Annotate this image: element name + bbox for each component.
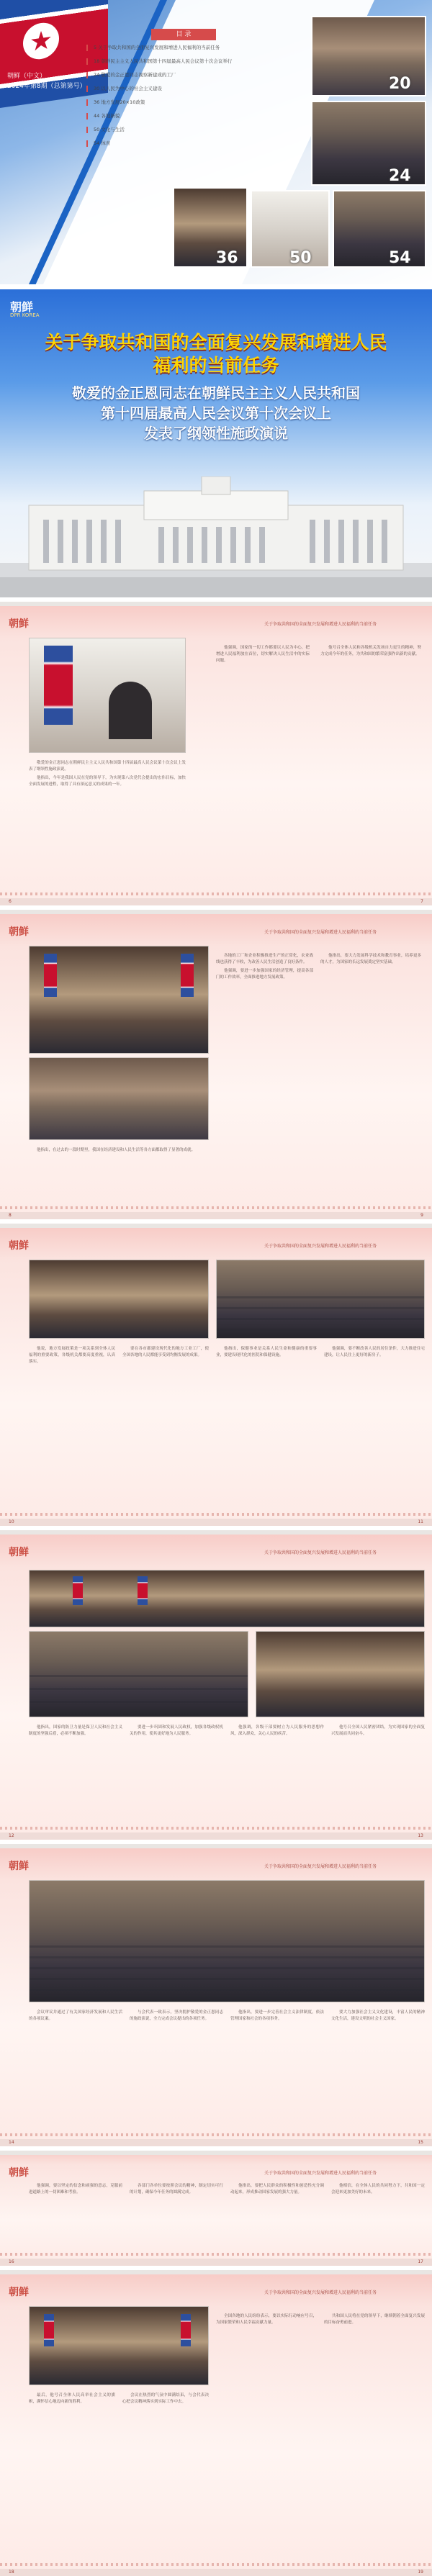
feature-title-line: 福利的当前任务 — [153, 355, 279, 376]
photo-speaker-podium[interactable] — [29, 638, 186, 753]
cover-spread — [0, 0, 432, 284]
photo-stage-leaders[interactable] — [29, 946, 209, 1054]
article-paragraph: 他强调，各级干部要树立为人民服务的思想作风，深入群众，关心人民的疾苦。 — [230, 1725, 324, 1736]
star-icon: ★ — [23, 20, 59, 61]
thumbnail-page-number: 50 — [289, 249, 312, 267]
magazine-logo: 朝鲜 — [10, 300, 34, 314]
thumbnail-page-number: 54 — [389, 249, 411, 267]
article-paragraph: 他号召全体人民和各级机关发扬自力更生的精神，努力完成今年的任务，为共和国的繁荣富强作出新的贡献。 — [320, 646, 421, 656]
article-paragraph: 敬爱的金正恩同志在朝鲜民主主义人民共和国第十四届最高人民会议第十次会议上发表了纲领性施政演说。 — [29, 761, 186, 772]
article-column — [29, 1147, 209, 1156]
article-column — [230, 1725, 324, 1740]
magazine-logo: 朝鲜 — [9, 1861, 29, 1872]
article-column — [230, 2183, 324, 2198]
thumbnail-page-number: 24 — [389, 167, 411, 185]
article-spread — [0, 1530, 432, 1840]
article-column — [29, 1346, 115, 1368]
cover-masthead: 朝鲜（中文） 2024年第8期（总第第号） — [7, 73, 86, 90]
page-number: 19 — [418, 2570, 423, 2575]
article-paragraph: 会议审议并通过了有关国家经济发展和人民生活的各项议案。 — [29, 2010, 122, 2021]
article-spread — [0, 2151, 432, 2266]
photo-assembly-hall[interactable] — [216, 1260, 425, 1339]
feature-title-banner — [0, 289, 432, 597]
article-column — [29, 1725, 122, 1740]
article-column — [331, 2183, 425, 2198]
running-header: 关于争取共和国的全面复兴发展和增进人民福利的当前任务 — [264, 1550, 377, 1555]
article-paragraph: 他指出，在过去的一段时期里，我国在经济建设和人民生活等各方面都取得了显著的成就。 — [37, 1148, 196, 1152]
feature-subtitle-line: 敬爱的金正恩同志在朝鲜民主主义人民共和国 — [72, 384, 360, 402]
feature-title-line: 关于争取共和国的全面复兴发展和增进人民 — [45, 332, 387, 353]
article-paragraph: 各部门各单位要按照会议的精神，制定切实可行的计划，确保今年任务的圆满完成。 — [130, 2184, 223, 2195]
article-paragraph: 他强调，要以坚定的信念和顽强的意志，克服前进道路上的一切困难和考验。 — [29, 2184, 122, 2195]
article-column — [324, 2313, 425, 2328]
page-number: 14 — [9, 2140, 14, 2145]
page-number: 13 — [418, 1833, 423, 1838]
running-header: 关于争取共和国的全面复兴发展和增进人民福利的当前任务 — [264, 930, 377, 935]
photo-presidium[interactable] — [29, 1570, 425, 1627]
toc-item[interactable]: 54 体育 — [86, 140, 281, 147]
toc-item[interactable]: 50 文化与生活 — [86, 127, 281, 133]
article-paragraph: 各地的工厂和企业积极推进生产的正常化，农业战线也获得了丰收，为改善人民生活创造了良好条件。 — [216, 954, 313, 964]
article-spread — [0, 602, 432, 905]
article-paragraph: 他指出，今年是我国人民在党的领导下，为实现第八次党代会提出的宏伟目标，加快全面发展的进程，取得了具有深远意义的成果的一年。 — [29, 776, 186, 787]
article-paragraph: 他说，地方发展政策是一项关系到全体人民福利的重要政策，各级机关都要高度重视，认真落实。 — [29, 1347, 115, 1364]
article-column — [130, 1725, 223, 1740]
table-of-contents — [86, 45, 281, 154]
article-column — [331, 2010, 425, 2025]
photo-delegates[interactable] — [29, 1631, 248, 1717]
toc-item[interactable]: 18 朝鲜民主主义人民共和国第十四届最高人民会议第十次会议举行 — [86, 58, 281, 65]
photo-assembly-stage[interactable] — [29, 1260, 209, 1339]
thumbnail-portrait[interactable] — [333, 190, 426, 268]
running-header: 关于争取共和国的全面复兴发展和增进人民福利的当前任务 — [264, 1244, 377, 1249]
article-paragraph: 他强调，要不断改善人民的居住条件，大力推进住宅建设，让人民住上更好的新房子。 — [324, 1347, 425, 1357]
magazine-logo: 朝鲜 — [9, 1547, 29, 1558]
page-number: 6 — [9, 899, 12, 904]
article-paragraph: 全国各地的人民纷纷表示，要以实际行动响应号召，为国家繁荣和人民幸福贡献力量。 — [216, 2314, 317, 2325]
article-paragraph: 他指出，保健事业是关系人民生命和健康的重要事业，要建设现代化的医院和保健设施。 — [216, 1347, 317, 1357]
page-number: 9 — [420, 1213, 423, 1218]
magazine-logo: 朝鲜 — [9, 618, 29, 630]
running-header: 关于争取共和国的全面复兴发展和增进人民福利的当前任务 — [264, 622, 377, 627]
page-number: 18 — [9, 2570, 14, 2575]
article-paragraph: 要进一步巩固和发展人民政权，加强各级政权机关的作用，使其更好地为人民服务。 — [130, 1725, 223, 1736]
toc-item[interactable]: 36 地方发展20×10政策 — [86, 99, 281, 106]
article-paragraph: 他指出，要大力发展科学技术和教育事业，培养更多的人才，为国家的长远发展奠定坚实基础。 — [320, 954, 421, 964]
article-column — [216, 953, 313, 983]
magazine-logo-subtitle: DPR KOREA — [10, 312, 40, 318]
article-spread — [0, 1224, 432, 1526]
thumbnail-page-number: 20 — [389, 75, 411, 93]
article-column — [29, 2392, 115, 2408]
page-number: 11 — [418, 1519, 423, 1524]
running-header: 关于争取共和国的全面复兴发展和增进人民福利的当前任务 — [264, 2290, 377, 2295]
article-paragraph: 会议在热烈的气氛中圆满结束，与会代表决心把会议精神落实到实际工作中去。 — [122, 2393, 209, 2404]
article-column — [216, 2313, 317, 2328]
article-column — [216, 1346, 317, 1361]
article-column — [324, 1346, 425, 1361]
running-header: 关于争取共和国的全面复兴发展和增进人民福利的当前任务 — [264, 1864, 377, 1869]
page-number: 7 — [420, 899, 423, 904]
article-column — [216, 645, 310, 666]
article-paragraph: 共和国人民将在党的领导下，继续朝着全面复兴发展的目标奋勇前进。 — [324, 2314, 425, 2325]
article-spread — [0, 2270, 432, 2576]
page-number: 17 — [418, 2259, 423, 2264]
article-paragraph: 最后，他号召全体人民高举社会主义的旗帜，满怀信心地迈向新的胜利。 — [29, 2393, 115, 2404]
page-number: 10 — [9, 1519, 14, 1524]
article-column — [29, 2183, 122, 2198]
article-paragraph: 与会代表一致表示，坚决拥护敬爱的金正恩同志的施政演说，全力完成会议提出的各项任务。 — [130, 2010, 223, 2021]
article-paragraph: 他号召全国人民紧密团结，为实现国家的全面复兴发展而共同奋斗。 — [331, 1725, 425, 1736]
toc-item[interactable]: 5 关于争取共和国的全面复兴发展和增进人民福利的当前任务 — [86, 45, 281, 51]
magazine-logo: 朝鲜 — [9, 926, 29, 938]
article-paragraph: 他强调，国家的一切工作都要以人民为中心，把增进人民福利放在首位，切实解决人民生活中的实际问题。 — [216, 646, 310, 663]
article-column — [130, 2183, 223, 2198]
toc-item[interactable]: 30 以人民为中心的社会主义建设 — [86, 86, 281, 92]
article-column — [331, 1725, 425, 1740]
article-column — [29, 760, 186, 790]
photo-full-assembly[interactable] — [29, 1880, 425, 2002]
article-column — [29, 2010, 122, 2025]
article-column — [122, 2392, 209, 2408]
toc-item[interactable]: 44 各地新貌 — [86, 113, 281, 119]
magazine-logo: 朝鲜 — [9, 1240, 29, 1252]
article-paragraph: 要在各市郡建设现代化的地方工业工厂，使全国各地的人民都能享受到均衡发展的成果。 — [122, 1347, 209, 1357]
photo-speaker-closeup[interactable] — [29, 1057, 209, 1140]
page-number: 12 — [9, 1833, 14, 1838]
article-column — [320, 645, 421, 660]
article-paragraph: 他指出，要把人民群众的积极性和创造性充分调动起来，形成推动国家发展的强大力量。 — [230, 2184, 324, 2195]
page-number: 8 — [9, 1213, 12, 1218]
feature-title — [0, 331, 432, 377]
article-column — [130, 2010, 223, 2025]
magazine-logo: 朝鲜 — [9, 2167, 29, 2179]
article-spread — [0, 910, 432, 1219]
article-paragraph: 他强调，要进一步加强国家的经济管理，提高各部门的工作效率，全面推进地方发展政策。 — [216, 969, 313, 980]
page-number: 16 — [9, 2259, 14, 2264]
article-paragraph: 他指出，国家的防卫力量是保卫人民和社会主义制度的坚强后盾，必须不断加强。 — [29, 1725, 122, 1736]
article-column — [122, 1346, 209, 1361]
magazine-logo: 朝鲜 — [9, 2287, 29, 2298]
photo-leader-at-desk[interactable] — [256, 1631, 425, 1717]
feature-subtitle-line: 发表了纲领性施政演说 — [144, 425, 288, 442]
page-number: 15 — [418, 2140, 423, 2145]
toc-item[interactable]: 24 敬爱的金正恩同志视察新建成的工厂 — [86, 72, 281, 78]
article-column — [230, 2010, 324, 2025]
thumbnail-page-number: 36 — [216, 249, 238, 267]
article-column — [320, 953, 421, 968]
article-paragraph: 要大力加强社会主义文化建设，丰富人民的精神文化生活，建设文明的社会主义国家。 — [331, 2010, 425, 2021]
article-spread — [0, 1844, 432, 2146]
article-paragraph: 他指出，要进一步完善社会主义法律制度，依法管理国家和社会的各项事务。 — [230, 2010, 324, 2021]
article-paragraph: 他相信，在全体人民的共同努力下，共和国一定会迎来更加美好的未来。 — [331, 2184, 425, 2195]
feature-subtitle — [0, 383, 432, 443]
photo-leaders-standing[interactable] — [29, 2306, 209, 2385]
running-header: 关于争取共和国的全面复兴发展和增进人民福利的当前任务 — [264, 2171, 377, 2176]
toc-title: 目 录 — [151, 29, 216, 40]
feature-subtitle-line: 第十四届最高人民会议第十次会议上 — [101, 405, 331, 422]
mansudae-assembly-hall-illustration — [0, 476, 432, 597]
